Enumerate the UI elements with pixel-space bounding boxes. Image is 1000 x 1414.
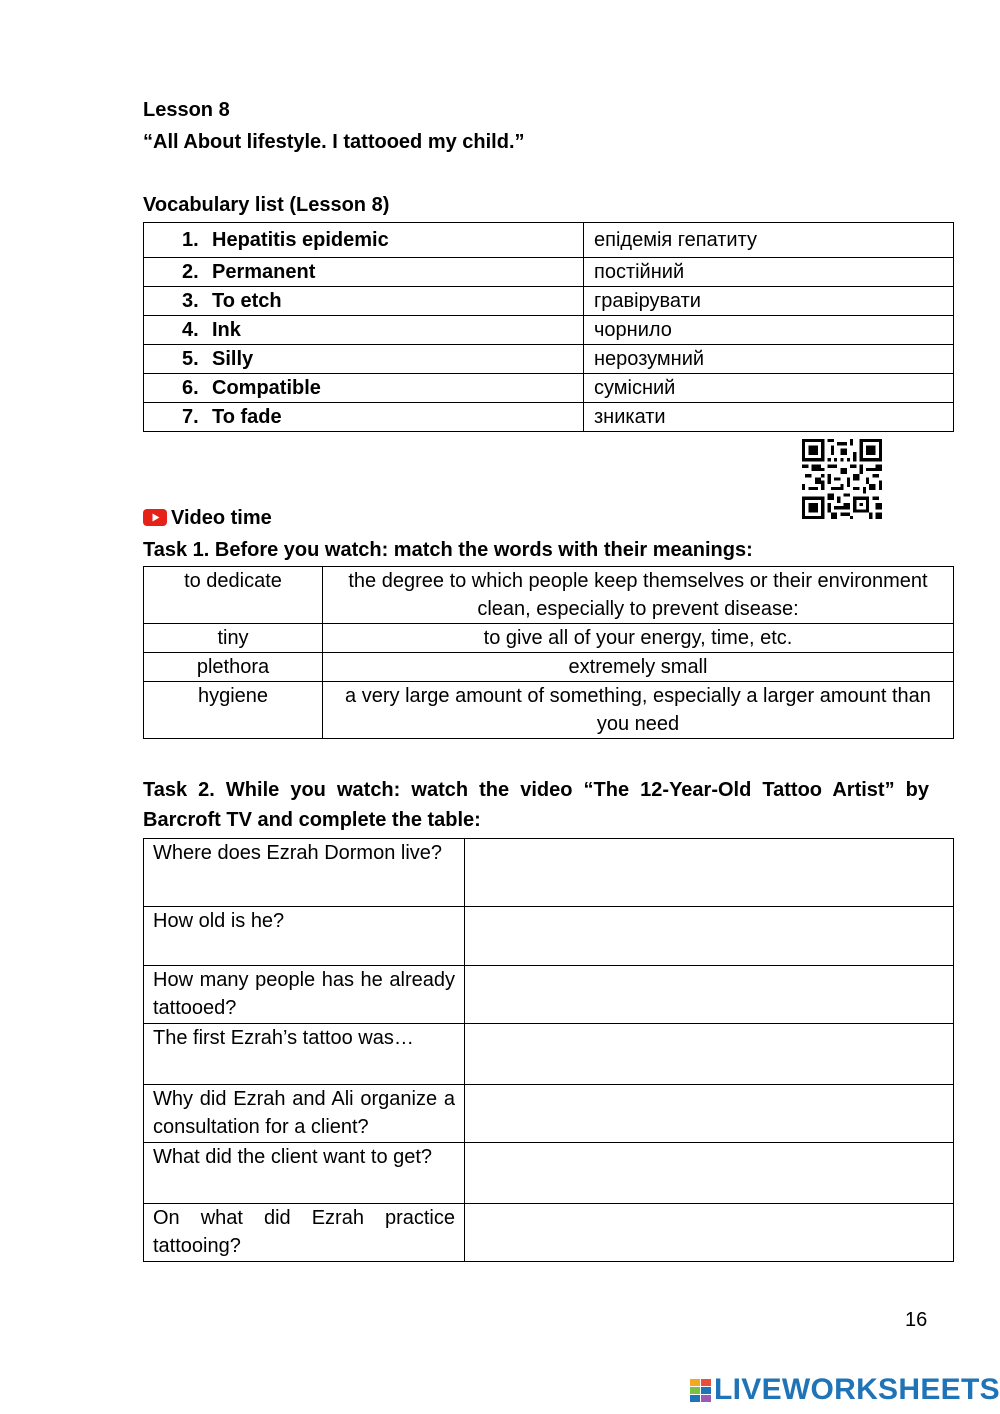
video-time-label: Video time: [171, 507, 272, 529]
matching-word: tiny: [144, 624, 323, 653]
question-text: How many people has he already tattooed?: [144, 966, 465, 1024]
matching-meaning: a very large amount of something, especially a larger amount than you need: [323, 682, 954, 739]
question-text: How old is he?: [144, 907, 465, 966]
answer-cell[interactable]: [465, 1085, 954, 1143]
vocabulary-word: 1. Hepatitis epidemic: [144, 223, 584, 258]
matching-row: [144, 682, 954, 739]
matching-word: hygiene: [144, 682, 323, 739]
question-text: What did the client want to get?: [144, 1143, 465, 1204]
vocabulary-translation: гравірувати: [584, 287, 954, 316]
matching-row: [144, 567, 954, 624]
vocabulary-row: [144, 345, 954, 374]
questions-table: [143, 838, 954, 1262]
question-text: Where does Ezrah Dormon live?: [144, 839, 465, 907]
task1-heading: Task 1. Before you watch: match the words with their meanings:: [143, 539, 753, 561]
matching-row: [144, 653, 954, 682]
question-text: Why did Ezrah and Ali organize a consultation for a client?: [144, 1085, 465, 1143]
vocabulary-word: 7. To fade: [144, 403, 584, 432]
vocabulary-row: [144, 223, 954, 258]
answer-cell[interactable]: [465, 1204, 954, 1262]
vocabulary-table: [143, 222, 954, 432]
matching-meaning: extremely small: [323, 653, 954, 682]
lesson-title: “All About lifestyle. I tattooed my child.”: [143, 131, 525, 153]
vocabulary-translation: чорнило: [584, 316, 954, 345]
lesson-label: Lesson 8: [143, 99, 230, 121]
matching-table: [143, 566, 954, 739]
question-row: [144, 966, 954, 1024]
vocabulary-translation: сумісний: [584, 374, 954, 403]
vocabulary-row: [144, 258, 954, 287]
page-number: 16: [905, 1309, 928, 1331]
matching-word: plethora: [144, 653, 323, 682]
matching-meaning: the degree to which people keep themselves or their environment clean, especially to prevent disease:: [323, 567, 954, 624]
qr-code-icon[interactable]: [802, 439, 882, 519]
answer-cell[interactable]: [465, 1143, 954, 1204]
liveworksheets-brand: LIVEWORKSHEETS: [714, 1373, 1000, 1406]
question-row: [144, 1024, 954, 1085]
question-text: The first Ezrah’s tattoo was…: [144, 1024, 465, 1085]
matching-meaning: to give all of your energy, time, etc.: [323, 624, 954, 653]
vocabulary-translation: постійний: [584, 258, 954, 287]
vocabulary-word: 3. To etch: [144, 287, 584, 316]
vocabulary-word: 5. Silly: [144, 345, 584, 374]
vocabulary-row: [144, 403, 954, 432]
answer-cell[interactable]: [465, 966, 954, 1024]
task2-heading: Task 2. While you watch: watch the video “The 12-Year-Old Tattoo Artist” by Barcroft TV and complete the table:: [143, 779, 929, 831]
vocabulary-word: 6. Compatible: [144, 374, 584, 403]
question-row: [144, 1085, 954, 1143]
answer-cell[interactable]: [465, 1024, 954, 1085]
question-text: On what did Ezrah practice tattooing?: [144, 1204, 465, 1262]
vocabulary-translation: зникати: [584, 403, 954, 432]
matching-row: [144, 624, 954, 653]
question-row: [144, 1204, 954, 1262]
vocabulary-heading: Vocabulary list (Lesson 8): [143, 194, 390, 216]
youtube-icon: [143, 509, 167, 526]
question-row: [144, 839, 954, 907]
vocabulary-word: 4. Ink: [144, 316, 584, 345]
vocabulary-translation: епідемія гепатиту: [584, 223, 954, 258]
question-row: [144, 907, 954, 966]
answer-cell[interactable]: [465, 907, 954, 966]
question-row: [144, 1143, 954, 1204]
vocabulary-row: [144, 374, 954, 403]
liveworksheets-icon: [690, 1379, 712, 1403]
vocabulary-row: [144, 287, 954, 316]
matching-word: to dedicate: [144, 567, 323, 624]
vocabulary-translation: нерозумний: [584, 345, 954, 374]
vocabulary-row: [144, 316, 954, 345]
vocabulary-word: 2. Permanent: [144, 258, 584, 287]
answer-cell[interactable]: [465, 839, 954, 907]
